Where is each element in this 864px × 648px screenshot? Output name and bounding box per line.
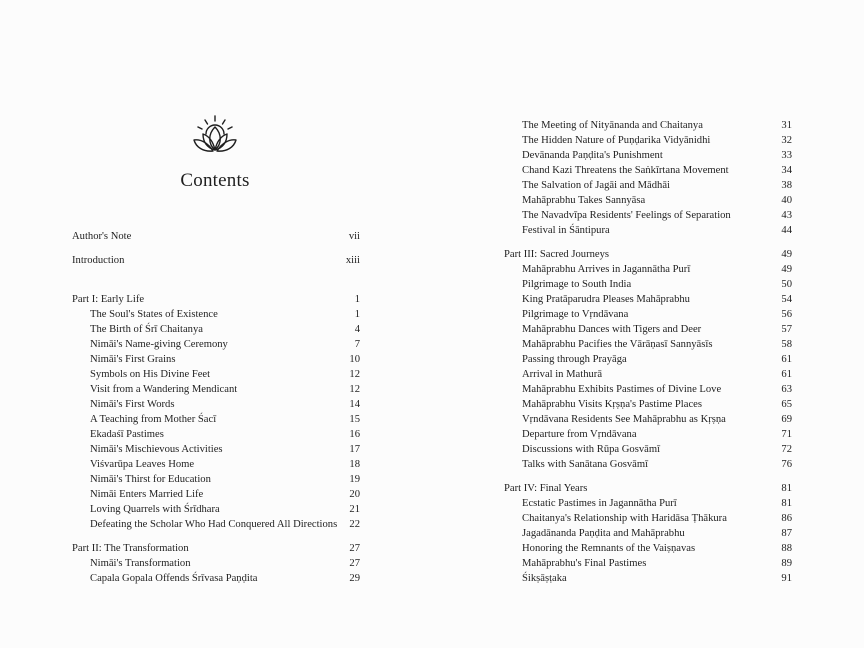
toc-entry (522, 541, 792, 556)
toc-entry-title: A Teaching from Mother Śacī (90, 414, 217, 425)
toc-entry (522, 352, 792, 367)
toc-entry-title: Mahāprabhu Visits Kṛṣṇa's Pastime Places (522, 399, 702, 410)
toc-entry-page: 87 (781, 528, 792, 539)
toc-entry-page: 72 (781, 444, 792, 455)
toc-entry-page: 7 (354, 339, 360, 350)
toc-entry-page: 20 (349, 489, 360, 500)
toc-part-heading (504, 481, 792, 496)
toc-entry-page: 49 (781, 264, 792, 275)
toc-entry-page: 21 (349, 504, 360, 515)
toc-part-heading (72, 253, 360, 268)
toc-entry-page: 12 (349, 384, 360, 395)
toc-entry-title: Nimāi's Thirst for Education (90, 474, 211, 485)
toc-entry (522, 571, 792, 586)
toc-entry-title: Capala Gopala Offends Śrīvasa Paṇḍita (90, 573, 258, 584)
toc-entry (522, 163, 792, 178)
toc-entry-page: vii (348, 231, 360, 242)
toc-entry-page: 69 (781, 414, 792, 425)
toc-entry-title: Nimāi's First Words (90, 399, 175, 410)
toc-entry-title: The Soul's States of Existence (90, 309, 218, 320)
toc-entry-title: Ekadaśī Pastimes (90, 429, 164, 440)
toc-entry (90, 427, 360, 442)
toc-entry-title: Nimāi's Name-giving Ceremony (90, 339, 228, 350)
toc-entry (90, 472, 360, 487)
toc-entry-title: Mahāprabhu Arrives in Jagannātha Purī (522, 264, 691, 275)
toc-entry (522, 526, 792, 541)
toc-entry-title: Talks with Sanātana Gosvāmī (522, 459, 649, 470)
toc-entry (522, 412, 792, 427)
toc-entry-page: 61 (781, 354, 792, 365)
toc-entry-page: 18 (349, 459, 360, 470)
toc-entry-title: Part III: Sacred Journeys (504, 249, 610, 260)
toc-entry (522, 397, 792, 412)
toc-entry-page: 31 (781, 120, 792, 131)
toc-entry-title: Loving Quarrels with Śrīdhara (90, 504, 220, 515)
toc-entry-title: Nimāi's First Grains (90, 354, 176, 365)
toc-entry (522, 223, 792, 238)
toc-entry (90, 367, 360, 382)
toc-entry-title: Part II: The Transformation (72, 543, 189, 554)
right-page (432, 0, 864, 648)
toc-entry (90, 337, 360, 352)
toc-entry-page: 91 (781, 573, 792, 584)
toc-entry-title: King Pratāparudra Pleases Mahāprabhu (522, 294, 690, 305)
toc-entry-title: Ecstatic Pastimes in Jagannātha Purī (522, 498, 677, 509)
toc-entry-title: Part I: Early Life (72, 294, 145, 305)
toc-entry-page: 19 (349, 474, 360, 485)
toc-entry (522, 337, 792, 352)
toc-entry-title: Author's Note (72, 231, 132, 242)
toc-entry-page: 1 (354, 309, 360, 320)
toc-entry-page: 65 (781, 399, 792, 410)
toc-entry-page: 33 (781, 150, 792, 161)
toc-entry-page: 34 (781, 165, 792, 176)
toc-entry (90, 352, 360, 367)
toc-entry-title: Nimāi Enters Married Life (90, 489, 204, 500)
toc-entry-title: Nimāi's Mischievous Activities (90, 444, 223, 455)
toc-entry (522, 322, 792, 337)
toc-entry-page: 81 (781, 498, 792, 509)
toc-entry-title: The Birth of Śrī Chaitanya (90, 324, 203, 335)
toc-entry (522, 193, 792, 208)
toc-entry-page: 58 (781, 339, 792, 350)
toc-entry-title: Visit from a Wandering Mendicant (90, 384, 238, 395)
toc-entry (522, 496, 792, 511)
toc-entry (522, 367, 792, 382)
toc-entry-page: xiii (345, 255, 360, 266)
toc-entry (90, 412, 360, 427)
toc-entry (90, 487, 360, 502)
toc-entry-page: 40 (781, 195, 792, 206)
toc-entry-title: Pilgrimage to South India (522, 279, 632, 290)
toc-entry-page: 81 (781, 483, 792, 494)
toc-entry (522, 262, 792, 277)
toc-entry-page: 27 (349, 543, 360, 554)
toc-entry (522, 133, 792, 148)
toc-entry-title: Mahāprabhu Pacifies the Vārāṇasī Sannyāsīs (522, 339, 713, 350)
toc-part-heading (72, 229, 360, 244)
toc-entry (522, 457, 792, 472)
toc-entry-page: 44 (781, 225, 792, 236)
toc-entry (90, 442, 360, 457)
toc-entry-page: 50 (781, 279, 792, 290)
toc-entry-title: Chaitanya's Relationship with Haridāsa Ṭhākura (522, 513, 727, 524)
toc-entry-title: Passing through Prayāga (522, 354, 627, 365)
toc-entry (522, 442, 792, 457)
toc-entry-page: 43 (781, 210, 792, 221)
toc-entry-title: Mahāprabhu Takes Sannyāsa (522, 195, 646, 206)
toc-entry-page: 57 (781, 324, 792, 335)
toc-entry-page: 22 (349, 519, 360, 530)
toc-entry (522, 118, 792, 133)
toc-entry (90, 382, 360, 397)
toc-entry (90, 397, 360, 412)
toc-entry (522, 307, 792, 322)
toc-entry-title: Nimāi's Transformation (90, 558, 191, 569)
toc-entry-page: 76 (781, 459, 792, 470)
toc-entry (522, 178, 792, 193)
toc-entry-title: Śikṣāṣṭaka (522, 573, 567, 584)
toc-entry-title: Discussions with Rūpa Gosvāmī (522, 444, 661, 455)
toc-entry-page: 88 (781, 543, 792, 554)
toc-entry-page: 16 (349, 429, 360, 440)
toc-entry-title: Pilgrimage to Vṛndāvana (522, 309, 629, 320)
toc-entry-page: 27 (349, 558, 360, 569)
toc-entry (90, 556, 360, 571)
toc-entry-page: 17 (349, 444, 360, 455)
toc-entry-page: 32 (781, 135, 792, 146)
toc-entry-page: 89 (781, 558, 792, 569)
toc-entry (90, 322, 360, 337)
toc-entry-title: Mahāprabhu Exhibits Pastimes of Divine Love (522, 384, 722, 395)
toc-entry-title: Festival in Śāntipura (522, 225, 610, 236)
toc-entry-title: The Meeting of Nityānanda and Chaitanya (522, 120, 703, 131)
toc-entry-title: Chand Kazi Threatens the Saṅkīrtana Movement (522, 165, 729, 176)
toc-part-heading (72, 292, 360, 307)
toc-entry-page: 86 (781, 513, 792, 524)
toc-entry-title: Viśvarūpa Leaves Home (90, 459, 195, 470)
toc-entry-page: 1 (354, 294, 360, 305)
toc-entry-title: Mahāprabhu's Final Pastimes (522, 558, 647, 569)
toc-entry (522, 427, 792, 442)
lotus-sunrise-icon (191, 114, 239, 156)
toc-entry (522, 511, 792, 526)
toc-entry-page: 14 (349, 399, 360, 410)
toc-entry-page: 38 (781, 180, 792, 191)
toc-entry-title: Vṛndāvana Residents See Mahāprabhu as Kṛṣṇa (522, 414, 726, 425)
toc-entry (522, 556, 792, 571)
toc-entry-page: 4 (354, 324, 360, 335)
toc-part-heading (72, 541, 360, 556)
toc-entry-title: Honoring the Remnants of the Vaiṣṇavas (522, 543, 696, 554)
toc-entry (522, 148, 792, 163)
toc-entry-page: 12 (349, 369, 360, 380)
toc-part-heading (504, 247, 792, 262)
toc-entry-title: The Navadvīpa Residents' Feelings of Separation (522, 210, 731, 221)
toc-entry-title: Devānanda Paṇḍita's Punishment (522, 150, 663, 161)
toc-entry-title: Defeating the Scholar Who Had Conquered All Directions (90, 519, 338, 530)
toc-entry (90, 517, 360, 532)
toc-entry-title: Jagadānanda Paṇḍita and Mahāprabhu (522, 528, 685, 539)
toc-entry-page: 49 (781, 249, 792, 260)
toc-entry (522, 277, 792, 292)
toc-entry (90, 502, 360, 517)
toc-entry-title: Part IV: Final Years (504, 483, 588, 494)
toc-entry-title: Symbols on His Divine Feet (90, 369, 211, 380)
contents-title: Contents (180, 170, 250, 191)
toc-entry-page: 63 (781, 384, 792, 395)
toc-entry-page: 10 (349, 354, 360, 365)
toc-entry-page: 61 (781, 369, 792, 380)
toc-entry-page: 15 (349, 414, 360, 425)
toc-entry-title: Arrival in Mathurā (522, 369, 603, 380)
toc-entry (522, 382, 792, 397)
toc-entry (522, 292, 792, 307)
toc-entry (90, 307, 360, 322)
toc-entry-title: Departure from Vṛndāvana (522, 429, 637, 440)
toc-entry (90, 571, 360, 586)
toc-entry-page: 56 (781, 309, 792, 320)
toc-entry-title: The Hidden Nature of Puṇḍarika Vidyānidhi (522, 135, 711, 146)
toc-entry (90, 457, 360, 472)
toc-entry (522, 208, 792, 223)
toc-entry-title: Introduction (72, 255, 125, 266)
toc-entry-page: 54 (781, 294, 792, 305)
toc-entry-page: 29 (349, 573, 360, 584)
toc-entry-page: 71 (781, 429, 792, 440)
toc-entry-title: Mahāprabhu Dances with Tigers and Deer (522, 324, 702, 335)
toc-entry-title: The Salvation of Jagāi and Mādhāi (522, 180, 670, 191)
